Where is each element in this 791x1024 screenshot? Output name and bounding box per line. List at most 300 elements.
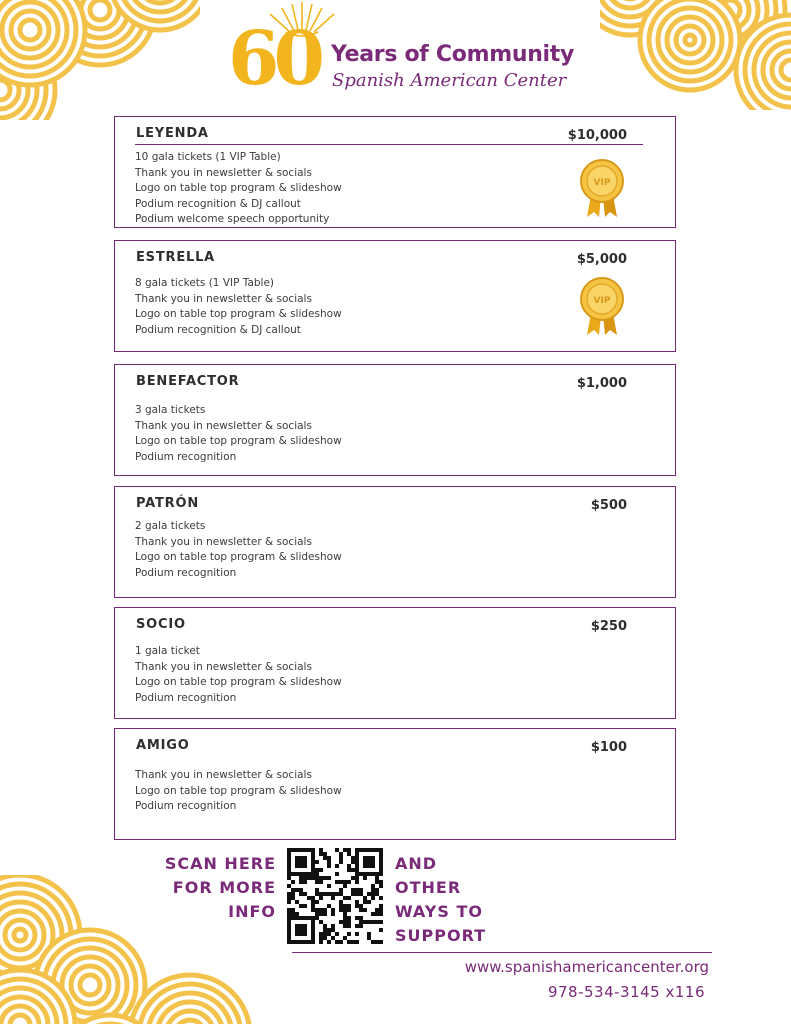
qr-module [355,860,359,864]
qr-module [315,892,319,896]
qr-module [299,860,303,864]
qr-module [315,880,319,884]
qr-module [295,860,299,864]
qr-module [319,876,323,880]
qr-module [319,852,323,856]
qr-module [327,860,331,864]
tier-price: $100 [590,740,627,755]
qr-module [287,924,291,928]
benefit-item: Podium recognition [135,450,237,463]
qr-module [339,856,343,860]
phone-number: 978-534-3145 x116 [547,983,705,1001]
qr-module [327,884,331,888]
tier-name: LEYENDA [136,126,209,141]
qr-module [295,848,299,852]
qr-module [307,916,311,920]
qr-module [351,860,355,864]
scan-line: SCAN HERE [164,854,276,873]
qr-module [379,884,383,888]
qr-module [315,900,319,904]
qr-module [287,892,291,896]
tier-card-leyenda [114,116,676,228]
qr-module [347,864,351,868]
qr-module [371,884,375,888]
qr-module [359,892,363,896]
qr-module [371,912,375,916]
benefit-list [135,519,342,581]
qr-module [307,940,311,944]
qr-module [347,852,351,856]
qr-module [287,916,291,920]
qr-module [371,888,375,892]
qr-module [303,848,307,852]
qr-module [295,916,299,920]
qr-module [371,848,375,852]
qr-module [287,920,291,924]
qr-module [347,896,351,900]
tier-name: SOCIO [136,617,186,632]
qr-module [363,908,367,912]
qr-module [339,908,343,912]
qr-module [351,892,355,896]
qr-module [311,928,315,932]
qr-module [359,848,363,852]
benefit-item: Thank you in newsletter & socials [135,660,312,673]
qr-module [319,908,323,912]
qr-module [315,860,319,864]
qr-module [339,940,343,944]
qr-module [287,940,291,944]
qr-module [303,880,307,884]
qr-module [319,936,323,940]
qr-module [379,928,383,932]
qr-module [343,912,347,916]
qr-module [375,908,379,912]
qr-module [343,896,347,900]
qr-module [339,880,343,884]
qr-module [299,876,303,880]
qr-module [299,880,303,884]
qr-module [303,892,307,896]
sixty-logo: 60 [228,16,319,102]
qr-module [347,916,351,920]
qr-module [291,848,295,852]
tier-card-amigo [114,728,676,840]
qr-module [327,892,331,896]
tier-divider [135,144,643,145]
qr-module [287,900,291,904]
qr-module [339,920,343,924]
tier-price: $1,000 [576,376,627,391]
qr-module [343,908,347,912]
qr-module [315,916,319,920]
qr-module [355,880,359,884]
qr-module [295,864,299,868]
qr-module [327,904,331,908]
qr-module [287,856,291,860]
qr-module [367,848,371,852]
benefit-item: 3 gala tickets [135,404,206,416]
tier-card-socio [114,607,676,719]
benefit-list [135,150,342,228]
qr-module [355,848,359,852]
tier-card-benefactor [114,364,676,476]
benefit-item: Podium recognition & DJ callout [135,323,301,336]
qr-module [335,848,339,852]
qr-module [375,920,379,924]
qr-module [359,908,363,912]
qr-module [355,852,359,856]
qr-module [323,936,327,940]
qr-module [367,864,371,868]
tier-card-patron [114,486,676,598]
qr-module [303,860,307,864]
qr-module [323,932,327,936]
tier-name: BENEFACTOR [136,374,240,389]
qr-module [363,864,367,868]
qr-module [323,876,327,880]
qr-module [299,932,303,936]
qr-module [311,876,315,880]
benefit-item: Logo on table top program & slideshow [135,551,342,563]
qr-module [355,876,359,880]
qr-module [311,924,315,928]
qr-module [347,868,351,872]
qr-module [303,876,307,880]
qr-module [315,872,319,876]
page-header [0,0,791,110]
qr-module [295,940,299,944]
qr-module [299,864,303,868]
qr-module [323,908,327,912]
qr-module [303,904,307,908]
benefit-item: 1 gala ticket [135,645,200,657]
benefit-list [135,276,342,338]
qr-module [363,920,367,924]
qr-module [351,940,355,944]
qr-module [311,940,315,944]
qr-module [327,856,331,860]
qr-module [335,864,339,868]
qr-module [307,896,311,900]
scan-line: OTHER [395,878,462,897]
qr-module [287,936,291,940]
qr-module [331,896,335,900]
qr-module [359,904,363,908]
qr-module [347,920,351,924]
qr-module [291,872,295,876]
scan-line: AND [395,854,438,873]
qr-module [307,876,311,880]
qr-module [339,900,343,904]
qr-module [311,904,315,908]
qr-module [287,912,291,916]
benefit-item: Logo on table top program & slideshow [135,784,342,797]
scan-line: INFO [228,902,276,921]
qr-module [355,924,359,928]
qr-module [359,924,363,928]
qr-module [371,864,375,868]
benefit-list [135,403,342,465]
qr-module [319,868,323,872]
qr-module [299,892,303,896]
qr-module [375,848,379,852]
qr-module [339,892,343,896]
qr-module [351,876,355,880]
qr-module [327,864,331,868]
qr-module [315,868,319,872]
qr-module [343,920,347,924]
benefit-item: 8 gala tickets (1 VIP Table) [135,277,275,289]
scan-here-text [150,852,276,924]
benefit-item: Thank you in newsletter & socials [135,535,312,548]
qr-module [363,896,367,900]
qr-module [311,872,315,876]
qr-module [287,864,291,868]
qr-module [379,864,383,868]
gold-medal-icon [579,159,625,219]
qr-module [287,860,291,864]
qr-module [311,908,315,912]
qr-module [287,932,291,936]
qr-module [295,872,299,876]
qr-module [355,940,359,944]
other-ways-text [395,852,505,948]
qr-module [359,872,363,876]
qr-module [347,904,351,908]
tier-name: AMIGO [136,738,190,753]
qr-module [343,924,347,928]
qr-module [315,908,319,912]
qr-module [327,940,331,944]
website-link[interactable]: www.spanishamericancenter.org [464,958,709,976]
tier-price: $250 [590,619,627,634]
qr-module [355,868,359,872]
qr-module [311,900,315,904]
tier-name: ESTRELLA [136,250,216,265]
qr-module [319,920,323,924]
qr-module [379,872,383,876]
qr-module [359,888,363,892]
qr-module [335,872,339,876]
qr-module [343,916,347,920]
qr-module [379,908,383,912]
benefit-item: 2 gala tickets [135,520,206,532]
qr-module [375,912,379,916]
qr-module [311,920,315,924]
qr-module [295,928,299,932]
svg-text:VIP: VIP [593,296,611,306]
qr-code[interactable] [287,848,383,944]
qr-module [287,884,291,888]
organization-name: Spanish American Center [332,70,567,91]
svg-text:VIP: VIP [593,178,611,188]
qr-module [291,888,295,892]
qr-module [375,872,379,876]
qr-module [347,940,351,944]
qr-module [323,924,327,928]
qr-module [343,884,347,888]
qr-module [347,924,351,928]
qr-module [311,860,315,864]
qr-module [335,892,339,896]
qr-module [303,924,307,928]
qr-module [371,872,375,876]
qr-module [367,860,371,864]
qr-module [291,940,295,944]
qr-module [311,936,315,940]
qr-module [319,892,323,896]
qr-module [379,940,383,944]
qr-module [311,852,315,856]
qr-module [355,900,359,904]
qr-module [379,920,383,924]
qr-module [291,892,295,896]
qr-module [287,868,291,872]
qr-module [371,920,375,924]
qr-module [331,892,335,896]
qr-module [319,880,323,884]
qr-module [355,892,359,896]
qr-module [311,896,315,900]
qr-module [311,848,315,852]
qr-module [355,872,359,876]
qr-module [295,912,299,916]
qr-module [295,924,299,928]
qr-module [303,864,307,868]
qr-module [339,852,343,856]
qr-module [299,928,303,932]
qr-module [379,848,383,852]
qr-module [375,892,379,896]
qr-module [319,848,323,852]
qr-module [331,908,335,912]
qr-module [359,916,363,920]
benefit-item: Thank you in newsletter & socials [135,292,312,305]
qr-module [327,876,331,880]
qr-module [363,860,367,864]
qr-module [371,892,375,896]
qr-module [287,876,291,880]
benefit-item: Logo on table top program & slideshow [135,308,342,320]
qr-module [299,916,303,920]
qr-module [335,880,339,884]
qr-module [303,916,307,920]
qr-module [311,932,315,936]
qr-module [379,880,383,884]
qr-module [295,932,299,936]
benefit-item: 10 gala tickets (1 VIP Table) [135,151,281,163]
qr-module [339,904,343,908]
benefit-list [135,768,342,815]
qr-module [351,856,355,860]
qr-module [335,932,339,936]
qr-module [299,904,303,908]
qr-module [371,896,375,900]
qr-module [299,888,303,892]
qr-module [299,940,303,944]
qr-module [319,896,323,900]
qr-module [363,848,367,852]
qr-module [375,880,379,884]
qr-module [295,888,299,892]
qr-module [347,848,351,852]
qr-module [367,856,371,860]
tier-name: PATRÓN [136,496,199,511]
qr-module [299,856,303,860]
qr-module [355,916,359,920]
qr-module [379,852,383,856]
qr-module [367,932,371,936]
qr-module [287,908,291,912]
qr-module [367,872,371,876]
scan-line: WAYS TO [395,902,483,921]
scan-line: SUPPORT [395,926,487,945]
qr-module [311,916,315,920]
qr-module [339,860,343,864]
qr-module [355,856,359,860]
qr-module [355,864,359,868]
benefit-list [135,644,342,706]
qr-module [323,928,327,932]
qr-module [379,856,383,860]
tier-price: $5,000 [576,252,627,267]
footer-divider [292,952,712,953]
qr-module [379,904,383,908]
benefit-item: Logo on table top program & slideshow [135,182,342,194]
qr-module [347,932,351,936]
benefit-item: Podium recognition [135,800,237,812]
qr-module [287,848,291,852]
benefit-item: Thank you in newsletter & socials [135,166,312,179]
qr-module [315,888,319,892]
qr-module [355,888,359,892]
qr-module [343,936,347,940]
qr-module [319,932,323,936]
qr-module [323,856,327,860]
qr-module [363,900,367,904]
benefit-item: Podium recognition [135,691,237,704]
qr-module [343,904,347,908]
qr-module [295,900,299,904]
qr-module [307,872,311,876]
qr-module [291,916,295,920]
qr-module [295,856,299,860]
qr-module [367,936,371,940]
gold-medal-icon [579,277,625,337]
qr-module [303,856,307,860]
qr-module [367,920,371,924]
qr-module [367,892,371,896]
benefit-item: Podium recognition [135,566,237,579]
qr-module [347,908,351,912]
tier-price: $500 [590,498,627,513]
qr-module [303,872,307,876]
qr-module [363,876,367,880]
qr-module [343,880,347,884]
qr-module [343,848,347,852]
benefit-item: Logo on table top program & slideshow [135,676,342,688]
qr-module [311,856,315,860]
qr-module [303,928,307,932]
qr-module [287,928,291,932]
qr-module [331,924,335,928]
qr-module [371,856,375,860]
qr-module [319,940,323,944]
qr-module [371,940,375,944]
qr-module [287,852,291,856]
qr-module [315,876,319,880]
